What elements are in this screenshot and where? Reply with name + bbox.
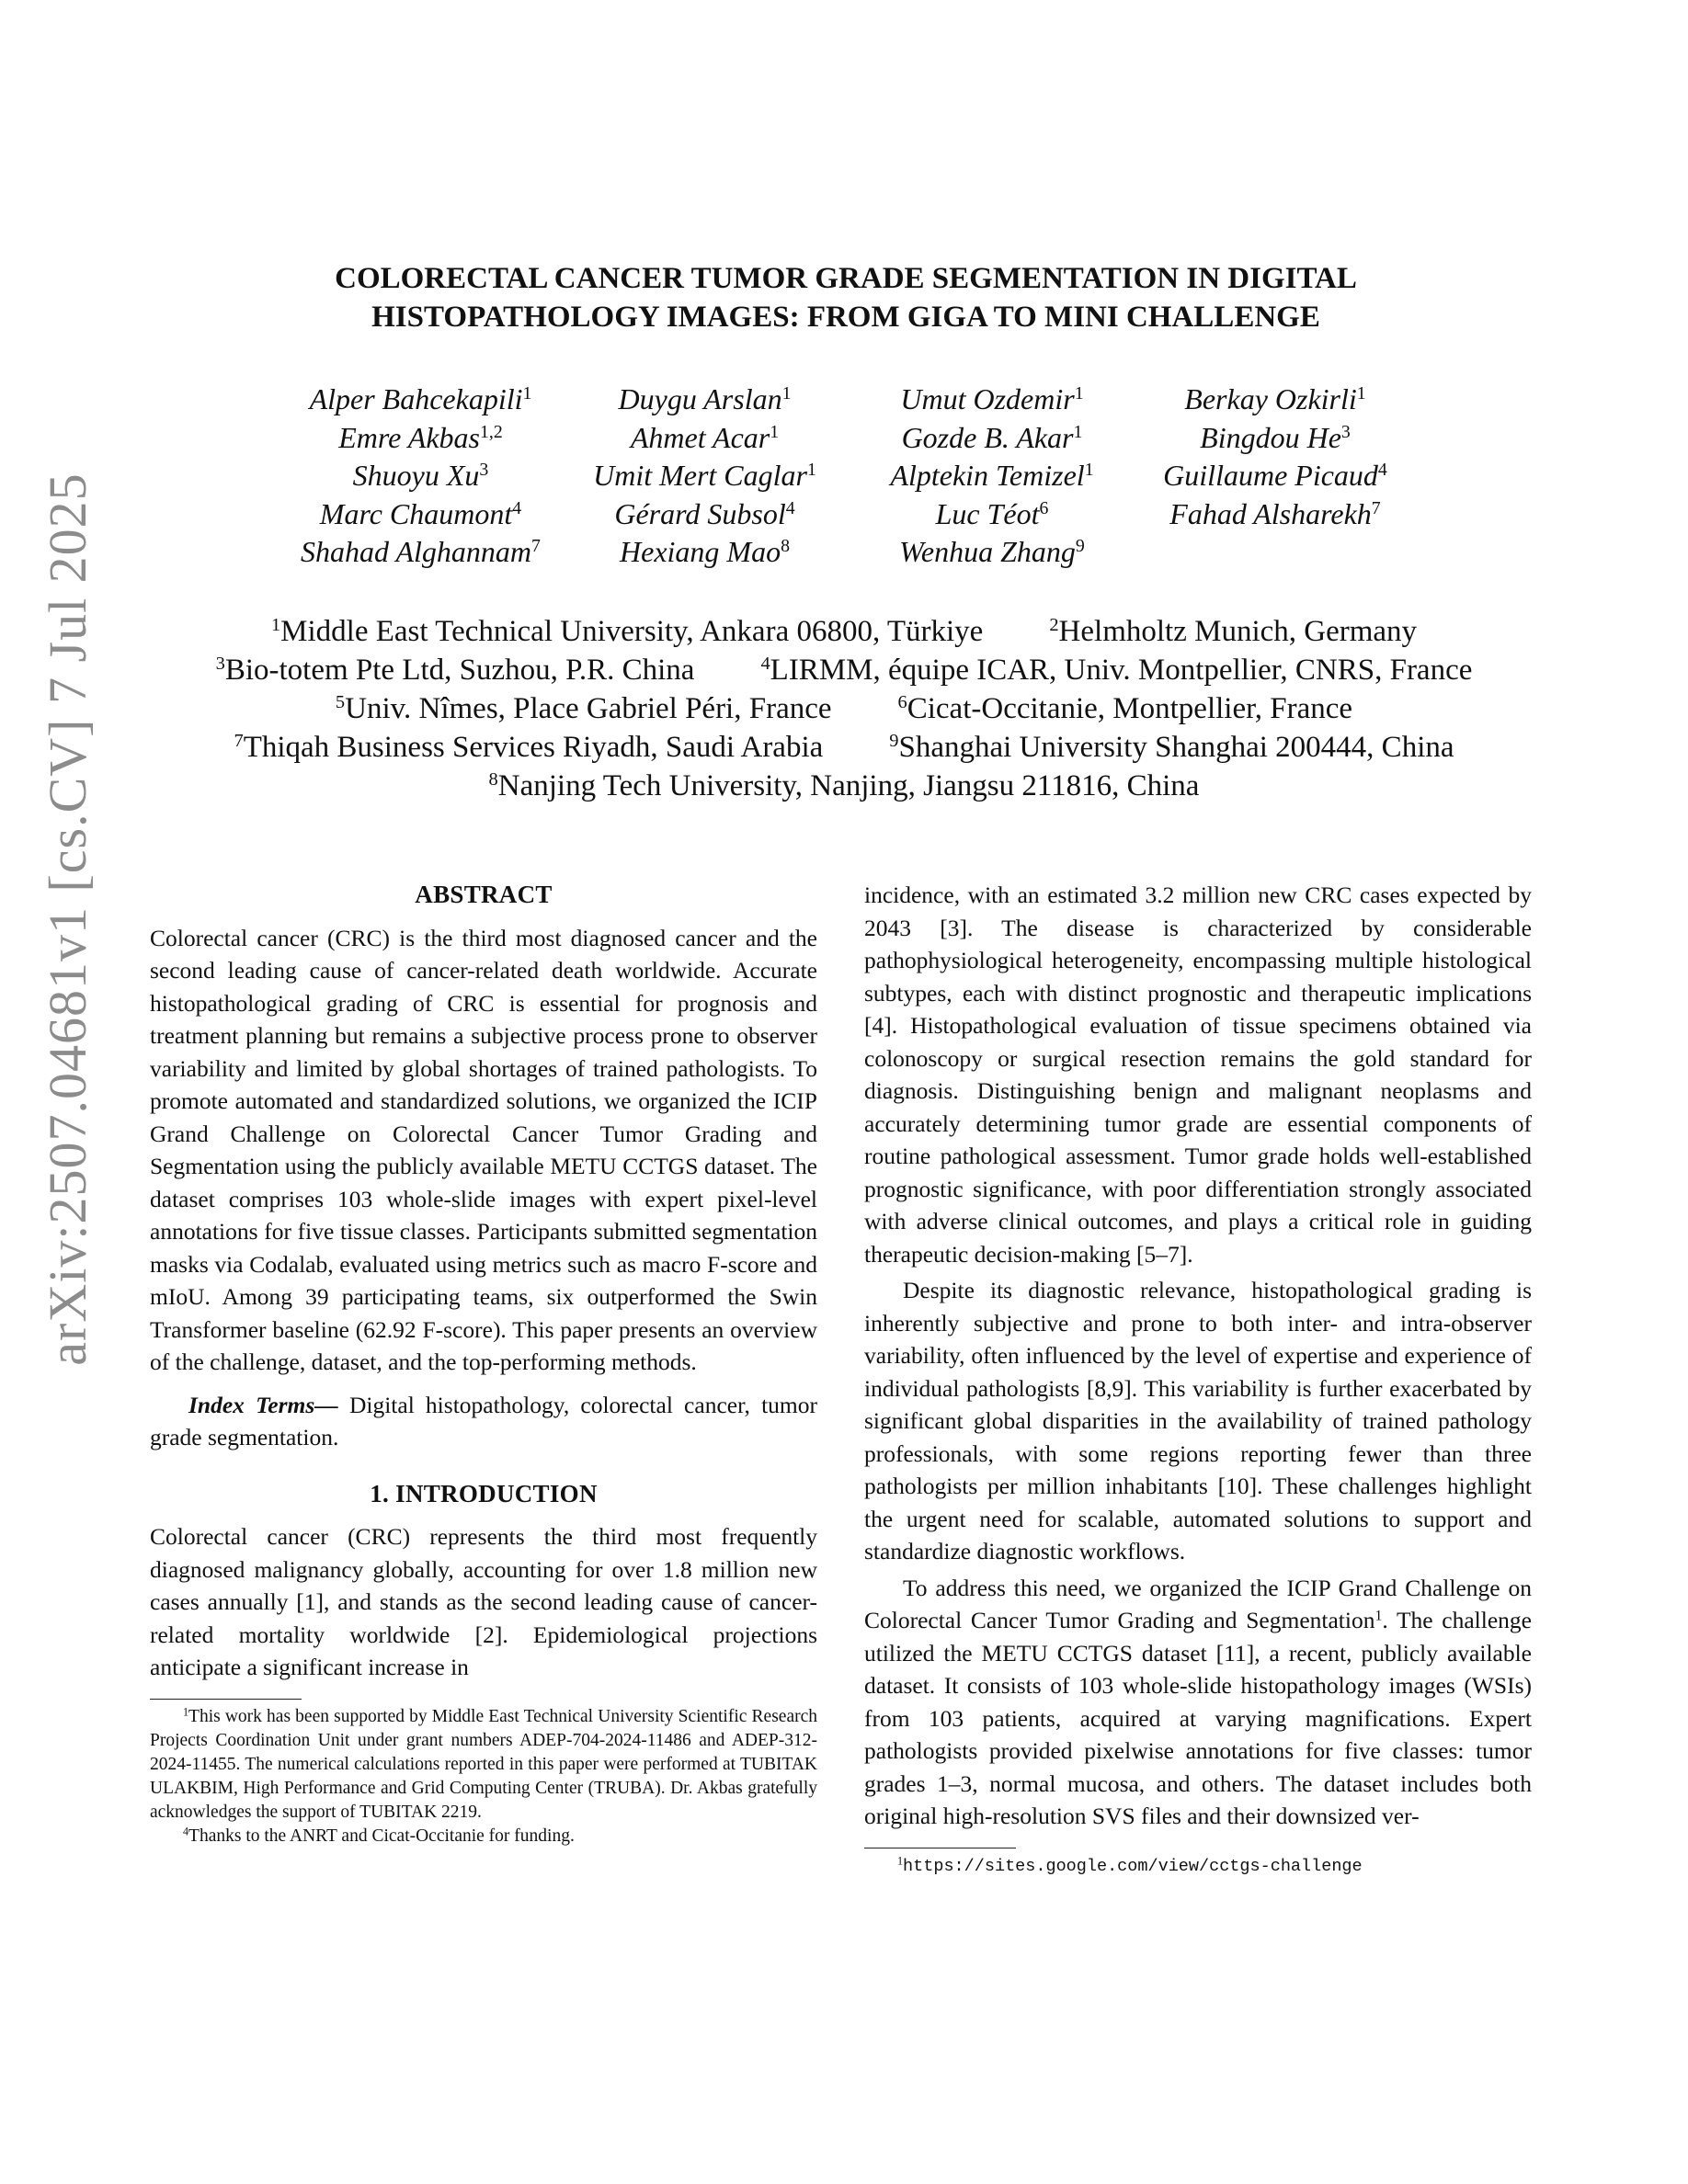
affiliation-row xyxy=(138,651,1550,689)
intro-paragraph-1-continued: incidence, with an estimated 3.2 million new CRC cases expected by 2043 [3]. The disease is characterized by considerable pathophysiological heterogeneity, encompassing multiple histological subtypes, each with distinct prognostic and therapeutic implications [4]. Histopathological evaluation of tissue specimens obtained via colonoscopy or surgical resection remains the gold standard for diagnosis. Distinguishing benign and malignant neoplasms and accurately determining tumor grade are essential components of routine pathological assessment. Tumor grade holds well-established prognostic significance, with poor differentiation strongly associated with adverse clinical outcomes, and plays a critical role in guiding therapeutic decision-making [5–7]. xyxy=(864,882,1532,1268)
author-affiliation-marker: 9 xyxy=(1075,536,1085,557)
author-affiliation-marker: 6 xyxy=(1039,497,1049,518)
affiliation-marker: 9 xyxy=(889,730,899,751)
affiliation-marker: 8 xyxy=(488,768,498,790)
author-affiliation-marker: 7 xyxy=(1371,497,1381,518)
footnote-funding xyxy=(150,1705,817,1825)
author xyxy=(844,381,1140,419)
affiliation-marker: 5 xyxy=(335,691,346,712)
intro-paragraph-2: Despite its diagnostic relevance, histopathological grading is inherently subjective and prone to both inter- and intra-observer variability, often influenced by the level of expertise and experience of individual pathologists [8,9]. This variability is further exacerbated by significant global disparities in the availability of trained pathology professionals, with some regions reporting fewer than three pathologists per million inhabitants [10]. These challenges highlight the urgent need for scalable, automated solutions to support and standardize diagnostic workflows. xyxy=(864,1277,1532,1564)
arxiv-identifier-stamp xyxy=(28,322,101,1517)
author xyxy=(565,381,844,419)
author-name: Duygu Arslan xyxy=(618,382,782,415)
author xyxy=(844,495,1140,534)
author-name: Shahad Alghannam xyxy=(301,535,532,568)
affiliation xyxy=(216,654,695,687)
introduction-heading: 1. INTRODUCTION xyxy=(370,1479,598,1507)
affiliation-text: LIRMM, équipe ICAR, Univ. Montpellier, CNRS, France xyxy=(770,654,1473,687)
author-name: Hexiang Mao xyxy=(620,535,781,568)
author-name: Wenhua Zhang xyxy=(899,535,1076,568)
author-affiliation-marker: 1 xyxy=(1073,421,1083,442)
affiliation-marker: 7 xyxy=(234,730,244,751)
author-list xyxy=(276,381,1434,572)
author xyxy=(276,381,565,419)
author-name: Marc Chaumont xyxy=(319,496,513,530)
author-affiliation-marker: 1 xyxy=(522,383,532,404)
affiliation xyxy=(889,731,1454,764)
author-affiliation-marker: 4 xyxy=(785,497,795,518)
affiliation-text: Cicat-Occitanie, Montpellier, France xyxy=(907,692,1353,725)
affiliation-marker: 3 xyxy=(215,653,225,674)
author xyxy=(565,533,844,572)
author-affiliation-marker: 3 xyxy=(479,460,489,481)
author-name: Bingdou He xyxy=(1200,420,1341,454)
index-terms-text: Digital histopathology, colorectal cancer, tumor grade segmentation. xyxy=(150,1391,817,1450)
author xyxy=(276,457,565,495)
footnote-funding-text: This work has been supported by Middle East Technical University Scientific Research Projects Coordination Unit under grant numbers ADEP-704-2024-11486 and ADEP-312-2024-11455. The numerical calculations reported in this paper were performed at TUBITAK ULAKBIM, High Performance and Grid Computing Center (TRUBA). Dr. Akbas gratefully acknowledges the support of TUBITAK 2219. xyxy=(150,1706,817,1822)
footnote-marker: 4 xyxy=(183,1824,189,1837)
footnote-marker: 1 xyxy=(183,1704,189,1718)
affiliation-list xyxy=(138,612,1550,805)
author-affiliation-marker: 3 xyxy=(1340,421,1351,442)
affiliation-text: Univ. Nîmes, Place Gabriel Péri, France xyxy=(345,692,832,725)
author xyxy=(1140,419,1410,458)
author xyxy=(844,533,1140,572)
author-affiliation-marker: 8 xyxy=(781,536,790,557)
intro-paragraph-3 xyxy=(864,1572,1532,1833)
affiliation-text: Bio-totem Pte Ltd, Suzhou, P.R. China xyxy=(224,654,695,687)
author xyxy=(276,495,565,534)
author-affiliation-marker: 4 xyxy=(1377,460,1387,481)
index-terms xyxy=(150,1389,817,1454)
title-line-1: COLORECTAL CANCER TUMOR GRADE SEGMENTATION IN DIGITAL xyxy=(335,262,1357,295)
author xyxy=(844,419,1140,458)
affiliation-text: Thiqah Business Services Riyadh, Saudi Arabia xyxy=(243,731,824,764)
author-name: Shuoyu Xu xyxy=(352,459,480,492)
challenge-url-link[interactable]: https://sites.google.com/view/cctgs-challenge xyxy=(903,1856,1363,1876)
footnote-thanks xyxy=(150,1825,817,1848)
author-affiliation-marker: 1 xyxy=(1074,383,1084,404)
affiliation xyxy=(336,692,832,725)
affiliation-row xyxy=(138,767,1550,805)
affiliation xyxy=(234,731,823,764)
author-name: Gozde B. Akar xyxy=(901,420,1074,454)
affiliation-text: Middle East Technical University, Ankara 06800, Türkiye xyxy=(280,615,984,648)
affiliation-text: Nanjing Tech University, Nanjing, Jiangsu 211816, China xyxy=(497,769,1200,802)
affiliation-row xyxy=(138,689,1550,728)
author xyxy=(1140,495,1410,534)
paper-title xyxy=(184,259,1508,336)
affiliation xyxy=(760,654,1472,687)
index-terms-label: Index Terms— xyxy=(188,1391,338,1418)
author-affiliation-marker: 1 xyxy=(806,460,816,481)
footnote-url xyxy=(864,1854,1532,1879)
author xyxy=(565,457,844,495)
author xyxy=(276,533,565,572)
author-name: Fahad Alsharekh xyxy=(1169,496,1372,530)
author xyxy=(1140,457,1410,495)
author-affiliation-marker: 1 xyxy=(781,383,792,404)
author xyxy=(844,457,1140,495)
author-name: Guillaume Picaud xyxy=(1163,459,1378,492)
affiliation-marker: 4 xyxy=(760,653,770,674)
author-name: Ahmet Acar xyxy=(630,420,770,454)
affiliation-text: Helmholtz Munich, Germany xyxy=(1058,615,1418,648)
author-name: Umut Ozdemir xyxy=(900,382,1075,415)
title-line-2: HISTOPATHOLOGY IMAGES: FROM GIGA TO MINI CHALLENGE xyxy=(371,301,1320,334)
author-affiliation-marker: 1 xyxy=(1356,383,1366,404)
author-affiliation-marker: 1 xyxy=(770,421,780,442)
author-name: Luc Téot xyxy=(935,496,1040,530)
author-name: Umit Mert Caglar xyxy=(593,459,807,492)
author-affiliation-marker: 1 xyxy=(1084,460,1094,481)
footnote-ref: 1 xyxy=(1374,1608,1383,1624)
author-affiliation-marker: 1,2 xyxy=(479,421,503,442)
footnote-thanks-text: Thanks to the ANRT and Cicat-Occitanie for funding. xyxy=(188,1826,575,1846)
affiliation xyxy=(271,615,983,648)
author-name: Emre Akbas xyxy=(338,420,480,454)
left-column xyxy=(150,879,817,1848)
footnote-marker: 1 xyxy=(897,1853,904,1867)
affiliation-row xyxy=(138,612,1550,651)
affiliation xyxy=(898,692,1353,725)
author xyxy=(565,419,844,458)
author-name: Alptekin Temizel xyxy=(890,459,1085,492)
intro-paragraph-1: Colorectal cancer (CRC) represents the third most frequently diagnosed malignancy globally, accounting for over 1.8 million new cases annually [1], and stands as the second leading cause of cancer-related mortality worldwide [2]. Epidemiological projections anticipate a significant increase in xyxy=(150,1523,817,1680)
affiliation xyxy=(1049,615,1417,648)
arxiv-stamp-text: arXiv:2507.04681v1 [cs.CV] 7 Jul 2025 xyxy=(38,472,97,1366)
author xyxy=(565,495,844,534)
author-affiliation-marker: 4 xyxy=(512,497,522,518)
author-affiliation-marker: 7 xyxy=(531,536,541,557)
intro-paragraph-3-text-a: To address this need, we organized the ICIP Grand Challenge on Colorectal Cancer Tumor Grading and Segmentation xyxy=(864,1574,1532,1633)
footnote-divider xyxy=(150,1699,302,1700)
author-name: Alper Bahcekapili xyxy=(309,382,523,415)
author xyxy=(276,419,565,458)
affiliation-text: Shanghai University Shanghai 200444, China xyxy=(898,731,1454,764)
affiliation-row xyxy=(138,728,1550,767)
affiliation-marker: 1 xyxy=(270,614,281,635)
author-name: Berkay Ozkirli xyxy=(1184,382,1357,415)
intro-paragraph-3-text-b: . The challenge utilized the METU CCTGS dataset [11], a recent, publicly available dataset. It consists of 103 whole-slide histopathology images (WSIs) from 103 patients, acquired at varying magnifications. Expert pathologists provided pixelwise annotations for five classes: tumor grades 1–3, normal mucosa, and others. The dataset includes both original high-resolution SVS files and their downsized ver- xyxy=(864,1607,1532,1829)
abstract-text: Colorectal cancer (CRC) is the third most diagnosed cancer and the second leading cause of cancer-related death worldwide. Accurate histopathological grading of CRC is essential for prognosis and treatment planning but remains a subjective process prone to observer variability and limited by global shortages of trained pathologists. To promote automated and standardized solutions, we organized the ICIP Grand Challenge on Colorectal Cancer Tumor Grading and Segmentation using the publicly available METU CCTGS dataset. The dataset comprises 103 whole-slide images with expert pixel-level annotations for five tissue classes. Participants submitted segmentation masks via Codalab, evaluated using metrics such as macro F-score and mIoU. Among 39 participating teams, six outperformed the Swin Transformer baseline (62.92 F-score). This paper presents an overview of the challenge, dataset, and the top-performing methods. xyxy=(150,924,817,1375)
affiliation-marker: 6 xyxy=(897,691,907,712)
right-column xyxy=(864,879,1532,1879)
affiliation xyxy=(489,769,1200,802)
author-name: Gérard Subsol xyxy=(614,496,786,530)
abstract-heading: ABSTRACT xyxy=(415,881,553,908)
affiliation-marker: 2 xyxy=(1049,614,1059,635)
author xyxy=(1140,381,1410,419)
